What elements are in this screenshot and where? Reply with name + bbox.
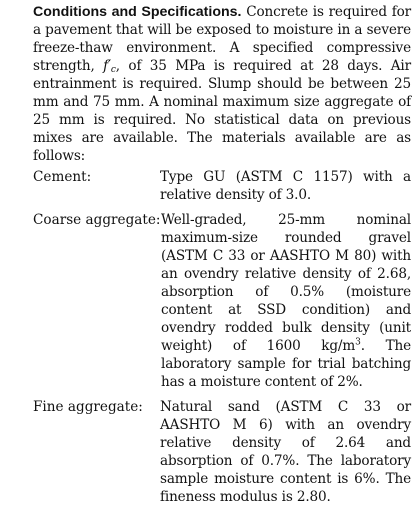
material-description-cement: Type GU (ASTM C 1157) with a relative density of 3.0. — [160, 169, 411, 203]
material-row-coarse-aggregate — [33, 211, 411, 391]
material-row-fine-aggregate — [33, 398, 411, 506]
coarse-description-part2: . The laboratory sample for trial batching has a moisture content of 2%. — [161, 338, 412, 390]
materials-list — [33, 168, 411, 506]
material-row-cement — [33, 168, 411, 204]
intro-text-part1: Concrete is required for a pavement that will be exposed to moisture in a severe freeze-thaw environment. A specified compressive strength, — [33, 4, 411, 74]
strength-symbol-base: f′ — [103, 58, 111, 74]
material-description-fine-aggregate: Natural sand (ASTM C 33 or AASHTO M 6) with an ovendry relative density of 2.64 and absorption of 0.7%. The laboratory sample moisture content is 6%. The fineness modulus is 2.80. — [160, 399, 411, 505]
document-page — [33, 3, 411, 513]
material-label-fine-aggregate: Fine aggregate: — [33, 399, 143, 415]
material-label-coarse-aggregate: Coarse aggregate: — [33, 212, 161, 228]
material-label-cement: Cement: — [33, 169, 92, 185]
intro-text-part2: , of 35 MPa is required at 28 days. Air entrainment is required. Slump should be between 25 mm and 75 mm. A nominal maximum size aggregate of 25 mm is required. No statistical data on previous mixes are available. The materials available are as follows: — [33, 58, 411, 164]
section-heading: Conditions and Specifications. — [33, 4, 242, 20]
conditions-paragraph — [33, 3, 411, 165]
material-description-coarse-aggregate — [161, 211, 411, 391]
strength-symbol — [103, 58, 116, 74]
cubic-superscript: 3 — [355, 337, 361, 348]
strength-symbol-subscript: c — [110, 65, 116, 75]
coarse-description-part1: Well-graded, 25-mm nominal maximum-size rounded gravel (ASTM C 33 or AASHTO M 80) with an ovendry relative density of 2.68, absorption of 0.5% (moisture content at SSD condition) and ovendry rodded bulk density (unit weight) of 1600 kg/m — [161, 212, 411, 354]
